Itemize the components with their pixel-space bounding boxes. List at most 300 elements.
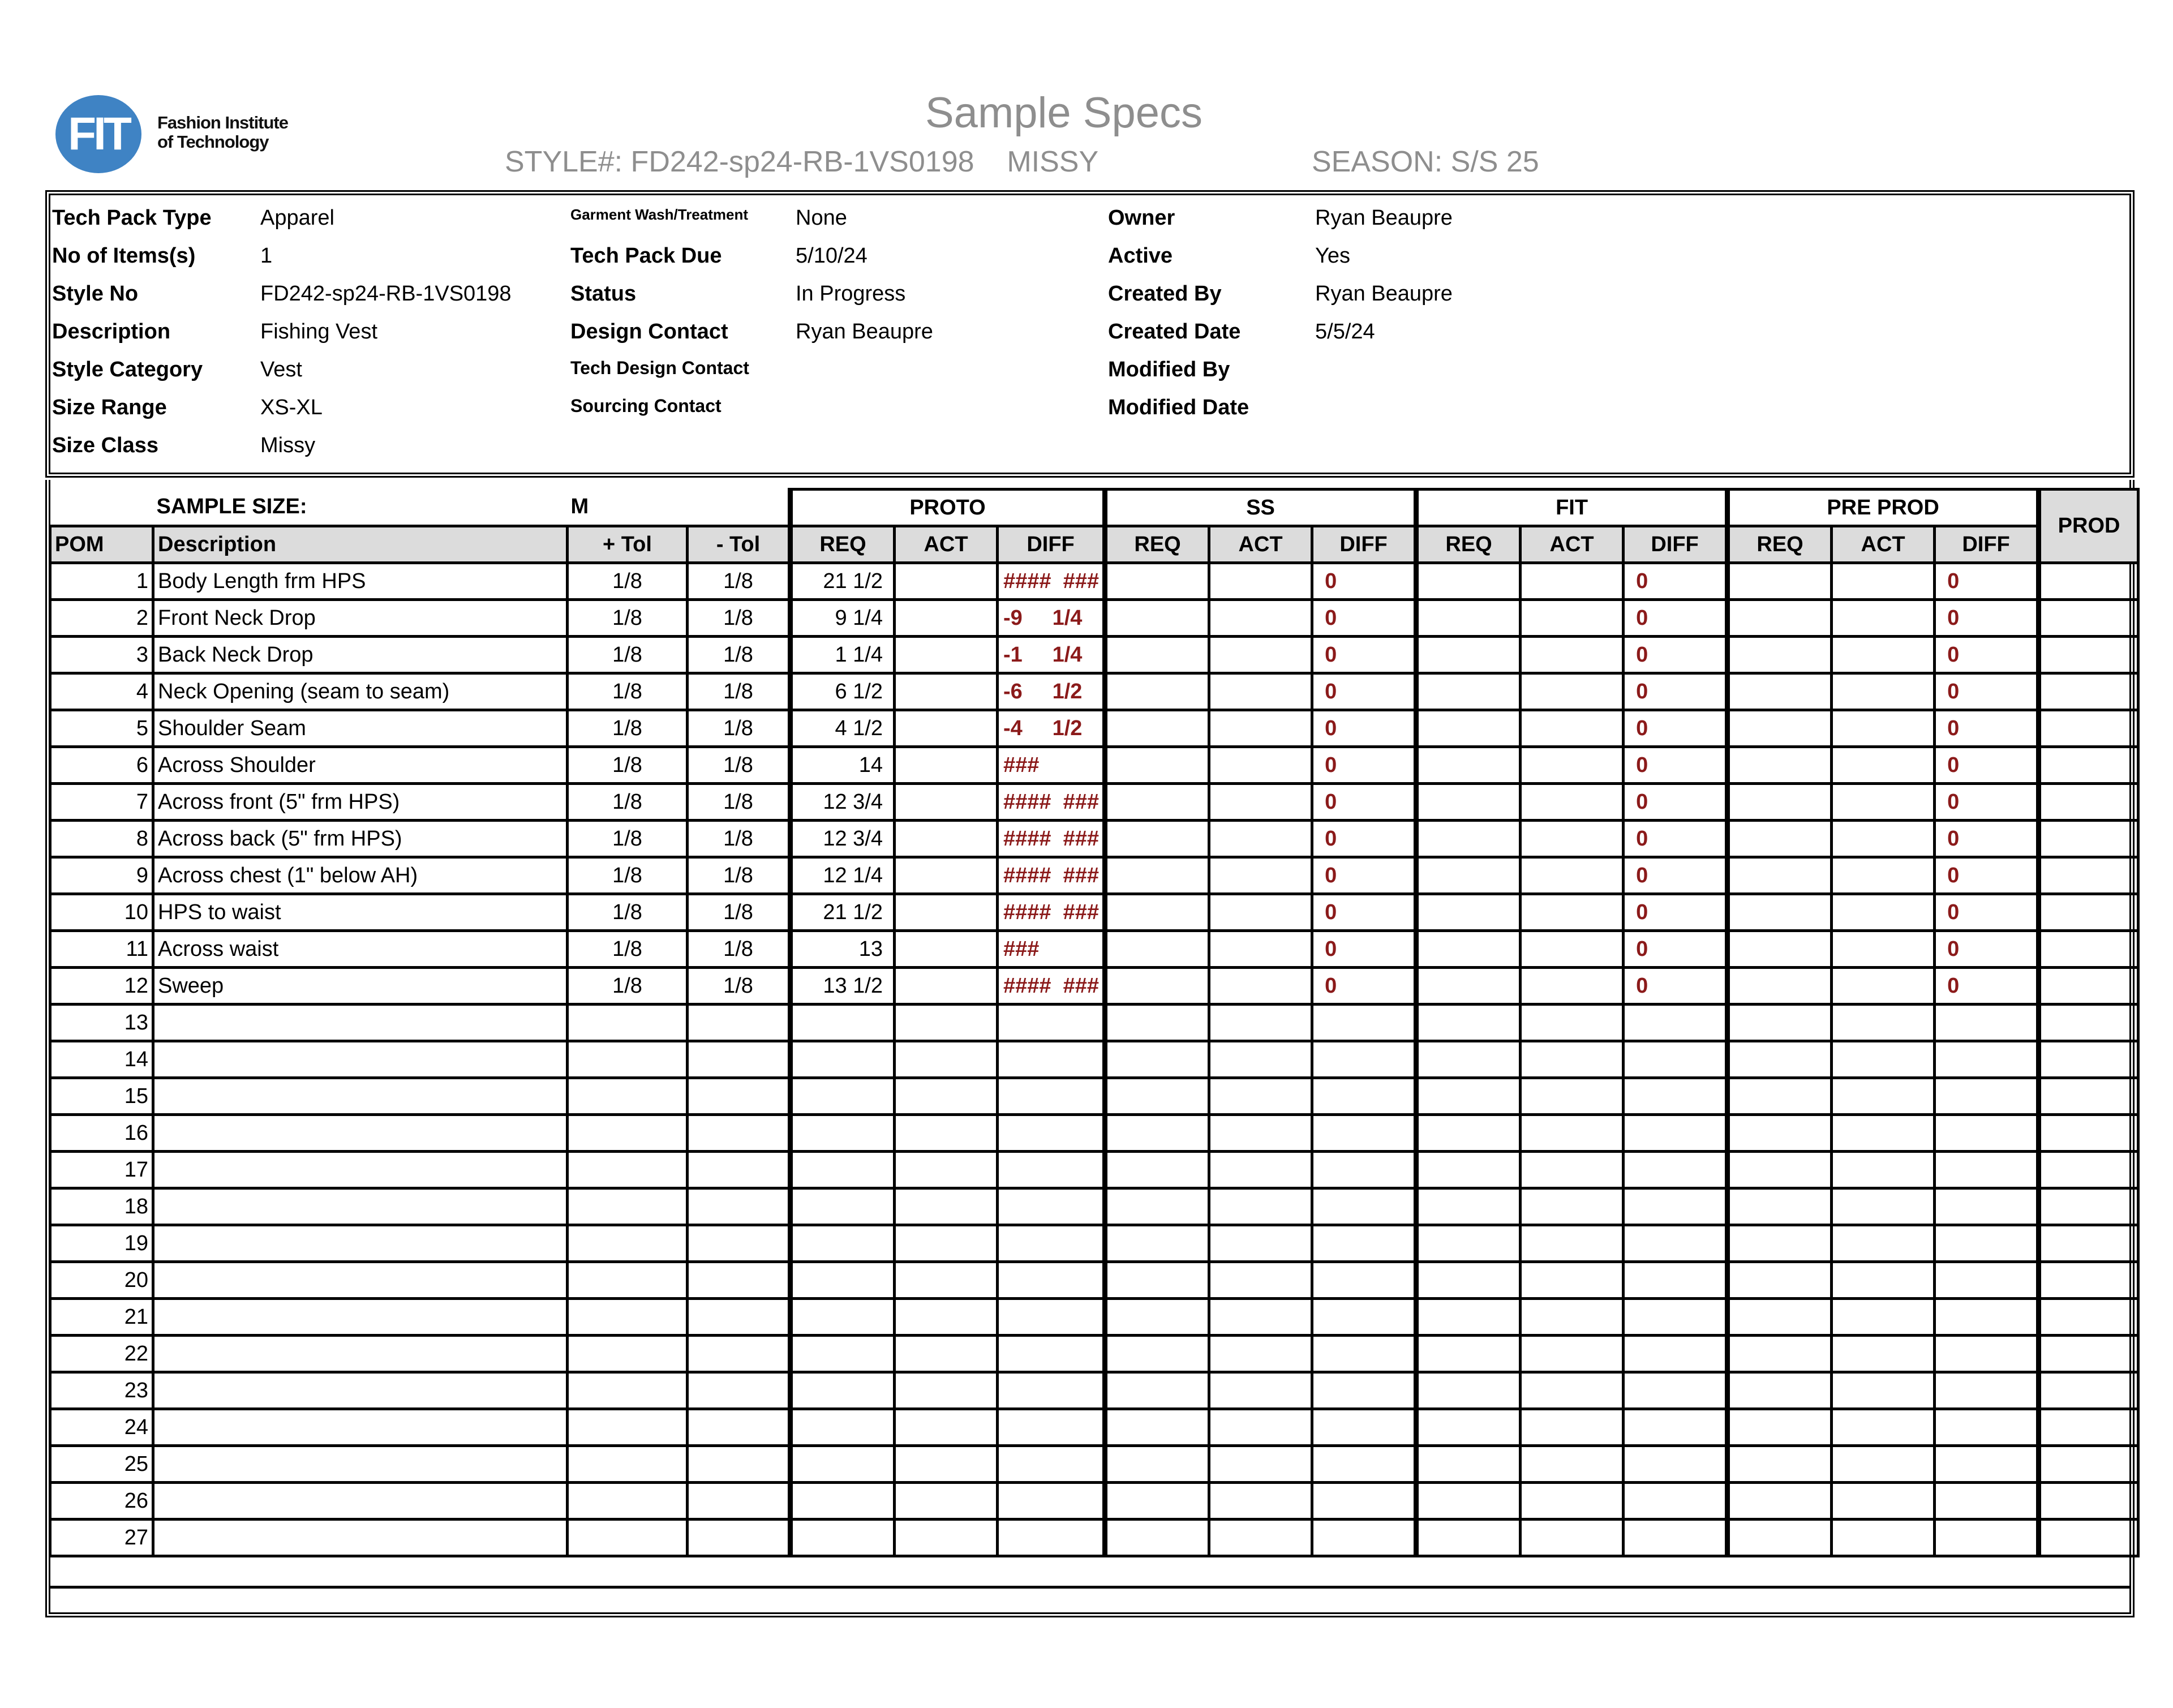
pom-cell[interactable]: 3 [50, 637, 153, 673]
proto-diff-cell[interactable] [998, 1152, 1105, 1188]
proto-act-cell[interactable] [895, 857, 998, 894]
fit-diff-cell[interactable]: 0 [1624, 931, 1728, 968]
fit-req-cell[interactable] [1416, 931, 1521, 968]
fit-act-cell[interactable] [1521, 968, 1624, 1005]
pre-prod-act-cell[interactable] [1832, 710, 1935, 747]
proto-diff-cell[interactable] [998, 1299, 1105, 1336]
ss-req-cell[interactable] [1105, 1041, 1209, 1078]
ss-act-cell[interactable] [1209, 1483, 1312, 1520]
pre-prod-act-cell[interactable] [1832, 1115, 1935, 1152]
ss-req-cell[interactable] [1105, 894, 1209, 931]
plus-tol-cell[interactable]: 1/8 [568, 857, 688, 894]
ss-req-cell[interactable] [1105, 1372, 1209, 1409]
pom-cell[interactable]: 22 [50, 1336, 153, 1372]
ss-act-cell[interactable] [1209, 1225, 1312, 1262]
proto-act-cell[interactable] [895, 673, 998, 710]
minus-tol-cell[interactable]: 1/8 [688, 931, 791, 968]
fit-act-cell[interactable] [1521, 1115, 1624, 1152]
ss-req-cell[interactable] [1105, 710, 1209, 747]
pom-cell[interactable]: 2 [50, 600, 153, 637]
minus-tol-cell[interactable] [688, 1005, 791, 1041]
proto-act-cell[interactable] [895, 1409, 998, 1446]
proto-diff-cell[interactable] [998, 1483, 1105, 1520]
prod-cell[interactable] [2039, 710, 2138, 747]
proto-req-cell[interactable]: 21 1/2 [791, 563, 895, 600]
proto-req-cell[interactable] [791, 1520, 895, 1556]
ss-act-cell[interactable] [1209, 1078, 1312, 1115]
proto-diff-cell[interactable] [998, 1188, 1105, 1225]
plus-tol-cell[interactable]: 1/8 [568, 894, 688, 931]
fit-act-cell[interactable] [1521, 1225, 1624, 1262]
pre-prod-diff-cell[interactable] [1935, 1078, 2039, 1115]
fit-req-cell[interactable] [1416, 1152, 1521, 1188]
ss-diff-cell[interactable]: 0 [1312, 600, 1416, 637]
ss-req-cell[interactable] [1105, 747, 1209, 784]
ss-act-cell[interactable] [1209, 747, 1312, 784]
proto-diff-cell[interactable]: -4 1/2 [998, 710, 1105, 747]
proto-req-cell[interactable] [791, 1115, 895, 1152]
pre-prod-req-cell[interactable] [1728, 1225, 1832, 1262]
ss-act-cell[interactable] [1209, 821, 1312, 857]
pom-cell[interactable]: 1 [50, 563, 153, 600]
description-cell[interactable]: HPS to waist [153, 894, 568, 931]
pre-prod-act-cell[interactable] [1832, 600, 1935, 637]
pre-prod-diff-cell[interactable] [1935, 1299, 2039, 1336]
prod-cell[interactable] [2039, 857, 2138, 894]
ss-act-cell[interactable] [1209, 1336, 1312, 1372]
description-cell[interactable]: Front Neck Drop [153, 600, 568, 637]
proto-req-cell[interactable] [791, 1336, 895, 1372]
proto-diff-cell[interactable] [998, 1409, 1105, 1446]
prod-cell[interactable] [2039, 784, 2138, 821]
fit-act-cell[interactable] [1521, 1152, 1624, 1188]
pre-prod-req-cell[interactable] [1728, 1078, 1832, 1115]
proto-diff-cell[interactable] [998, 1336, 1105, 1372]
prod-cell[interactable] [2039, 1299, 2138, 1336]
proto-req-cell[interactable]: 1 1/4 [791, 637, 895, 673]
ss-act-cell[interactable] [1209, 1299, 1312, 1336]
ss-req-cell[interactable] [1105, 784, 1209, 821]
pre-prod-diff-cell[interactable] [1935, 1225, 2039, 1262]
minus-tol-cell[interactable]: 1/8 [688, 894, 791, 931]
pre-prod-diff-cell[interactable]: 0 [1935, 747, 2039, 784]
pre-prod-diff-cell[interactable] [1935, 1041, 2039, 1078]
fit-diff-cell[interactable] [1624, 1262, 1728, 1299]
ss-req-cell[interactable] [1105, 1225, 1209, 1262]
proto-req-cell[interactable] [791, 1446, 895, 1483]
minus-tol-cell[interactable] [688, 1299, 791, 1336]
proto-act-cell[interactable] [895, 1188, 998, 1225]
minus-tol-cell[interactable] [688, 1409, 791, 1446]
prod-cell[interactable] [2039, 1041, 2138, 1078]
ss-act-cell[interactable] [1209, 1152, 1312, 1188]
ss-act-cell[interactable] [1209, 1409, 1312, 1446]
minus-tol-cell[interactable]: 1/8 [688, 563, 791, 600]
ss-req-cell[interactable] [1105, 1262, 1209, 1299]
description-cell[interactable]: Across waist [153, 931, 568, 968]
pre-prod-act-cell[interactable] [1832, 1299, 1935, 1336]
description-cell[interactable] [153, 1409, 568, 1446]
pre-prod-diff-cell[interactable]: 0 [1935, 600, 2039, 637]
plus-tol-cell[interactable] [568, 1152, 688, 1188]
prod-cell[interactable] [2039, 1188, 2138, 1225]
proto-req-cell[interactable] [791, 1188, 895, 1225]
proto-diff-cell[interactable] [998, 1078, 1105, 1115]
proto-act-cell[interactable] [895, 563, 998, 600]
proto-act-cell[interactable] [895, 894, 998, 931]
minus-tol-cell[interactable] [688, 1262, 791, 1299]
pre-prod-diff-cell[interactable]: 0 [1935, 673, 2039, 710]
proto-req-cell[interactable] [791, 1262, 895, 1299]
proto-diff-cell[interactable]: #### ### [998, 968, 1105, 1005]
proto-req-cell[interactable]: 13 [791, 931, 895, 968]
pre-prod-diff-cell[interactable]: 0 [1935, 710, 2039, 747]
fit-act-cell[interactable] [1521, 747, 1624, 784]
ss-diff-cell[interactable]: 0 [1312, 784, 1416, 821]
plus-tol-cell[interactable] [568, 1225, 688, 1262]
fit-diff-cell[interactable]: 0 [1624, 968, 1728, 1005]
description-cell[interactable] [153, 1005, 568, 1041]
plus-tol-cell[interactable]: 1/8 [568, 600, 688, 637]
pre-prod-req-cell[interactable] [1728, 710, 1832, 747]
ss-req-cell[interactable] [1105, 1115, 1209, 1152]
proto-req-cell[interactable]: 12 3/4 [791, 821, 895, 857]
pre-prod-act-cell[interactable] [1832, 1446, 1935, 1483]
fit-diff-cell[interactable]: 0 [1624, 673, 1728, 710]
pom-cell[interactable]: 26 [50, 1483, 153, 1520]
fit-diff-cell[interactable] [1624, 1409, 1728, 1446]
fit-req-cell[interactable] [1416, 563, 1521, 600]
pre-prod-diff-cell[interactable] [1935, 1409, 2039, 1446]
ss-diff-cell[interactable]: 0 [1312, 968, 1416, 1005]
pre-prod-req-cell[interactable] [1728, 637, 1832, 673]
fit-act-cell[interactable] [1521, 1188, 1624, 1225]
proto-req-cell[interactable]: 14 [791, 747, 895, 784]
ss-diff-cell[interactable] [1312, 1299, 1416, 1336]
fit-act-cell[interactable] [1521, 1262, 1624, 1299]
description-cell[interactable] [153, 1336, 568, 1372]
pre-prod-act-cell[interactable] [1832, 968, 1935, 1005]
pom-cell[interactable]: 14 [50, 1041, 153, 1078]
minus-tol-cell[interactable] [688, 1446, 791, 1483]
pom-cell[interactable]: 16 [50, 1115, 153, 1152]
plus-tol-cell[interactable] [568, 1262, 688, 1299]
ss-diff-cell[interactable] [1312, 1115, 1416, 1152]
pre-prod-act-cell[interactable] [1832, 1336, 1935, 1372]
proto-act-cell[interactable] [895, 1520, 998, 1556]
ss-act-cell[interactable] [1209, 1041, 1312, 1078]
pre-prod-act-cell[interactable] [1832, 857, 1935, 894]
prod-cell[interactable] [2039, 673, 2138, 710]
fit-req-cell[interactable] [1416, 747, 1521, 784]
fit-req-cell[interactable] [1416, 1372, 1521, 1409]
proto-req-cell[interactable]: 12 3/4 [791, 784, 895, 821]
fit-req-cell[interactable] [1416, 1188, 1521, 1225]
description-cell[interactable] [153, 1041, 568, 1078]
description-cell[interactable]: Neck Opening (seam to seam) [153, 673, 568, 710]
minus-tol-cell[interactable] [688, 1225, 791, 1262]
ss-diff-cell[interactable] [1312, 1041, 1416, 1078]
ss-diff-cell[interactable]: 0 [1312, 637, 1416, 673]
ss-act-cell[interactable] [1209, 673, 1312, 710]
fit-diff-cell[interactable] [1624, 1078, 1728, 1115]
proto-diff-cell[interactable]: #### ### [998, 784, 1105, 821]
proto-act-cell[interactable] [895, 784, 998, 821]
fit-diff-cell[interactable]: 0 [1624, 563, 1728, 600]
fit-req-cell[interactable] [1416, 1483, 1521, 1520]
proto-act-cell[interactable] [895, 747, 998, 784]
pom-cell[interactable]: 7 [50, 784, 153, 821]
description-cell[interactable]: Across Shoulder [153, 747, 568, 784]
fit-req-cell[interactable] [1416, 1446, 1521, 1483]
prod-cell[interactable] [2039, 1262, 2138, 1299]
proto-diff-cell[interactable] [998, 1041, 1105, 1078]
proto-act-cell[interactable] [895, 600, 998, 637]
fit-act-cell[interactable] [1521, 673, 1624, 710]
pre-prod-act-cell[interactable] [1832, 1262, 1935, 1299]
pre-prod-diff-cell[interactable]: 0 [1935, 931, 2039, 968]
description-cell[interactable] [153, 1483, 568, 1520]
ss-req-cell[interactable] [1105, 931, 1209, 968]
pre-prod-act-cell[interactable] [1832, 1225, 1935, 1262]
description-cell[interactable]: Sweep [153, 968, 568, 1005]
fit-diff-cell[interactable] [1624, 1299, 1728, 1336]
minus-tol-cell[interactable]: 1/8 [688, 968, 791, 1005]
proto-act-cell[interactable] [895, 1262, 998, 1299]
ss-diff-cell[interactable] [1312, 1483, 1416, 1520]
pre-prod-diff-cell[interactable]: 0 [1935, 637, 2039, 673]
proto-req-cell[interactable] [791, 1409, 895, 1446]
proto-act-cell[interactable] [895, 1336, 998, 1372]
proto-req-cell[interactable]: 9 1/4 [791, 600, 895, 637]
ss-req-cell[interactable] [1105, 1336, 1209, 1372]
fit-req-cell[interactable] [1416, 1520, 1521, 1556]
ss-req-cell[interactable] [1105, 1483, 1209, 1520]
fit-req-cell[interactable] [1416, 1078, 1521, 1115]
ss-act-cell[interactable] [1209, 1520, 1312, 1556]
pre-prod-act-cell[interactable] [1832, 1152, 1935, 1188]
fit-act-cell[interactable] [1521, 1299, 1624, 1336]
pre-prod-diff-cell[interactable]: 0 [1935, 857, 2039, 894]
minus-tol-cell[interactable]: 1/8 [688, 710, 791, 747]
fit-diff-cell[interactable] [1624, 1188, 1728, 1225]
ss-act-cell[interactable] [1209, 894, 1312, 931]
minus-tol-cell[interactable]: 1/8 [688, 784, 791, 821]
plus-tol-cell[interactable]: 1/8 [568, 968, 688, 1005]
description-cell[interactable] [153, 1262, 568, 1299]
ss-act-cell[interactable] [1209, 1446, 1312, 1483]
proto-act-cell[interactable] [895, 1483, 998, 1520]
fit-req-cell[interactable] [1416, 637, 1521, 673]
plus-tol-cell[interactable]: 1/8 [568, 710, 688, 747]
proto-act-cell[interactable] [895, 1225, 998, 1262]
pre-prod-diff-cell[interactable] [1935, 1005, 2039, 1041]
ss-diff-cell[interactable]: 0 [1312, 894, 1416, 931]
ss-act-cell[interactable] [1209, 710, 1312, 747]
proto-diff-cell[interactable]: #### ### [998, 563, 1105, 600]
pom-cell[interactable]: 24 [50, 1409, 153, 1446]
minus-tol-cell[interactable] [688, 1483, 791, 1520]
proto-req-cell[interactable]: 4 1/2 [791, 710, 895, 747]
pre-prod-req-cell[interactable] [1728, 600, 1832, 637]
prod-cell[interactable] [2039, 1409, 2138, 1446]
pre-prod-diff-cell[interactable] [1935, 1262, 2039, 1299]
fit-act-cell[interactable] [1521, 1005, 1624, 1041]
fit-act-cell[interactable] [1521, 1483, 1624, 1520]
pre-prod-req-cell[interactable] [1728, 894, 1832, 931]
pre-prod-req-cell[interactable] [1728, 1152, 1832, 1188]
proto-diff-cell[interactable] [998, 1115, 1105, 1152]
fit-req-cell[interactable] [1416, 1005, 1521, 1041]
ss-act-cell[interactable] [1209, 784, 1312, 821]
plus-tol-cell[interactable]: 1/8 [568, 747, 688, 784]
proto-diff-cell[interactable] [998, 1520, 1105, 1556]
pre-prod-diff-cell[interactable] [1935, 1483, 2039, 1520]
fit-req-cell[interactable] [1416, 1409, 1521, 1446]
pre-prod-req-cell[interactable] [1728, 1409, 1832, 1446]
fit-diff-cell[interactable]: 0 [1624, 710, 1728, 747]
plus-tol-cell[interactable]: 1/8 [568, 784, 688, 821]
minus-tol-cell[interactable]: 1/8 [688, 637, 791, 673]
pre-prod-act-cell[interactable] [1832, 673, 1935, 710]
ss-req-cell[interactable] [1105, 1299, 1209, 1336]
proto-act-cell[interactable] [895, 1152, 998, 1188]
ss-act-cell[interactable] [1209, 563, 1312, 600]
fit-act-cell[interactable] [1521, 1520, 1624, 1556]
minus-tol-cell[interactable]: 1/8 [688, 857, 791, 894]
fit-diff-cell[interactable]: 0 [1624, 600, 1728, 637]
pre-prod-req-cell[interactable] [1728, 1115, 1832, 1152]
fit-diff-cell[interactable]: 0 [1624, 894, 1728, 931]
pre-prod-req-cell[interactable] [1728, 1262, 1832, 1299]
ss-req-cell[interactable] [1105, 1409, 1209, 1446]
description-cell[interactable]: Across back (5" frm HPS) [153, 821, 568, 857]
fit-req-cell[interactable] [1416, 857, 1521, 894]
proto-diff-cell[interactable] [998, 1372, 1105, 1409]
description-cell[interactable]: Across front (5" frm HPS) [153, 784, 568, 821]
ss-diff-cell[interactable]: 0 [1312, 931, 1416, 968]
plus-tol-cell[interactable]: 1/8 [568, 637, 688, 673]
pom-cell[interactable]: 25 [50, 1446, 153, 1483]
minus-tol-cell[interactable] [688, 1078, 791, 1115]
ss-req-cell[interactable] [1105, 1446, 1209, 1483]
proto-diff-cell[interactable] [998, 1005, 1105, 1041]
ss-diff-cell[interactable] [1312, 1188, 1416, 1225]
fit-req-cell[interactable] [1416, 1262, 1521, 1299]
proto-act-cell[interactable] [895, 821, 998, 857]
ss-act-cell[interactable] [1209, 600, 1312, 637]
pre-prod-req-cell[interactable] [1728, 1446, 1832, 1483]
prod-cell[interactable] [2039, 1483, 2138, 1520]
fit-diff-cell[interactable] [1624, 1372, 1728, 1409]
ss-diff-cell[interactable] [1312, 1372, 1416, 1409]
proto-diff-cell[interactable]: -6 1/2 [998, 673, 1105, 710]
minus-tol-cell[interactable] [688, 1372, 791, 1409]
ss-req-cell[interactable] [1105, 1152, 1209, 1188]
description-cell[interactable]: Shoulder Seam [153, 710, 568, 747]
proto-act-cell[interactable] [895, 1299, 998, 1336]
description-cell[interactable]: Across chest (1" below AH) [153, 857, 568, 894]
pre-prod-diff-cell[interactable] [1935, 1446, 2039, 1483]
pom-cell[interactable]: 4 [50, 673, 153, 710]
plus-tol-cell[interactable] [568, 1188, 688, 1225]
minus-tol-cell[interactable]: 1/8 [688, 600, 791, 637]
proto-req-cell[interactable] [791, 1152, 895, 1188]
proto-req-cell[interactable] [791, 1299, 895, 1336]
pre-prod-req-cell[interactable] [1728, 1299, 1832, 1336]
ss-diff-cell[interactable]: 0 [1312, 710, 1416, 747]
plus-tol-cell[interactable]: 1/8 [568, 821, 688, 857]
proto-diff-cell[interactable] [998, 1262, 1105, 1299]
ss-req-cell[interactable] [1105, 563, 1209, 600]
fit-req-cell[interactable] [1416, 710, 1521, 747]
pre-prod-req-cell[interactable] [1728, 1188, 1832, 1225]
ss-diff-cell[interactable]: 0 [1312, 673, 1416, 710]
ss-req-cell[interactable] [1105, 968, 1209, 1005]
ss-diff-cell[interactable] [1312, 1225, 1416, 1262]
plus-tol-cell[interactable]: 1/8 [568, 563, 688, 600]
proto-diff-cell[interactable]: -9 1/4 [998, 600, 1105, 637]
pre-prod-act-cell[interactable] [1832, 563, 1935, 600]
fit-req-cell[interactable] [1416, 821, 1521, 857]
fit-act-cell[interactable] [1521, 637, 1624, 673]
proto-act-cell[interactable] [895, 1115, 998, 1152]
pre-prod-diff-cell[interactable] [1935, 1188, 2039, 1225]
proto-req-cell[interactable] [791, 1372, 895, 1409]
pre-prod-diff-cell[interactable] [1935, 1372, 2039, 1409]
fit-req-cell[interactable] [1416, 968, 1521, 1005]
description-cell[interactable] [153, 1152, 568, 1188]
proto-diff-cell[interactable]: #### ### [998, 857, 1105, 894]
description-cell[interactable] [153, 1115, 568, 1152]
proto-act-cell[interactable] [895, 1372, 998, 1409]
ss-act-cell[interactable] [1209, 968, 1312, 1005]
pre-prod-req-cell[interactable] [1728, 857, 1832, 894]
prod-cell[interactable] [2039, 600, 2138, 637]
prod-cell[interactable] [2039, 931, 2138, 968]
pom-cell[interactable]: 23 [50, 1372, 153, 1409]
ss-req-cell[interactable] [1105, 1188, 1209, 1225]
ss-req-cell[interactable] [1105, 1520, 1209, 1556]
prod-cell[interactable] [2039, 821, 2138, 857]
proto-req-cell[interactable] [791, 1483, 895, 1520]
plus-tol-cell[interactable] [568, 1483, 688, 1520]
description-cell[interactable]: Back Neck Drop [153, 637, 568, 673]
fit-req-cell[interactable] [1416, 894, 1521, 931]
fit-req-cell[interactable] [1416, 1115, 1521, 1152]
plus-tol-cell[interactable] [568, 1299, 688, 1336]
pre-prod-diff-cell[interactable] [1935, 1336, 2039, 1372]
pre-prod-req-cell[interactable] [1728, 673, 1832, 710]
ss-req-cell[interactable] [1105, 1005, 1209, 1041]
fit-diff-cell[interactable]: 0 [1624, 747, 1728, 784]
ss-req-cell[interactable] [1105, 600, 1209, 637]
prod-cell[interactable] [2039, 894, 2138, 931]
ss-diff-cell[interactable] [1312, 1152, 1416, 1188]
fit-diff-cell[interactable] [1624, 1115, 1728, 1152]
description-cell[interactable] [153, 1299, 568, 1336]
proto-diff-cell[interactable] [998, 1446, 1105, 1483]
proto-act-cell[interactable] [895, 1446, 998, 1483]
plus-tol-cell[interactable]: 1/8 [568, 931, 688, 968]
ss-act-cell[interactable] [1209, 1262, 1312, 1299]
minus-tol-cell[interactable]: 1/8 [688, 673, 791, 710]
prod-cell[interactable] [2039, 1115, 2138, 1152]
description-cell[interactable]: Body Length frm HPS [153, 563, 568, 600]
fit-diff-cell[interactable] [1624, 1225, 1728, 1262]
ss-diff-cell[interactable] [1312, 1336, 1416, 1372]
ss-diff-cell[interactable] [1312, 1520, 1416, 1556]
